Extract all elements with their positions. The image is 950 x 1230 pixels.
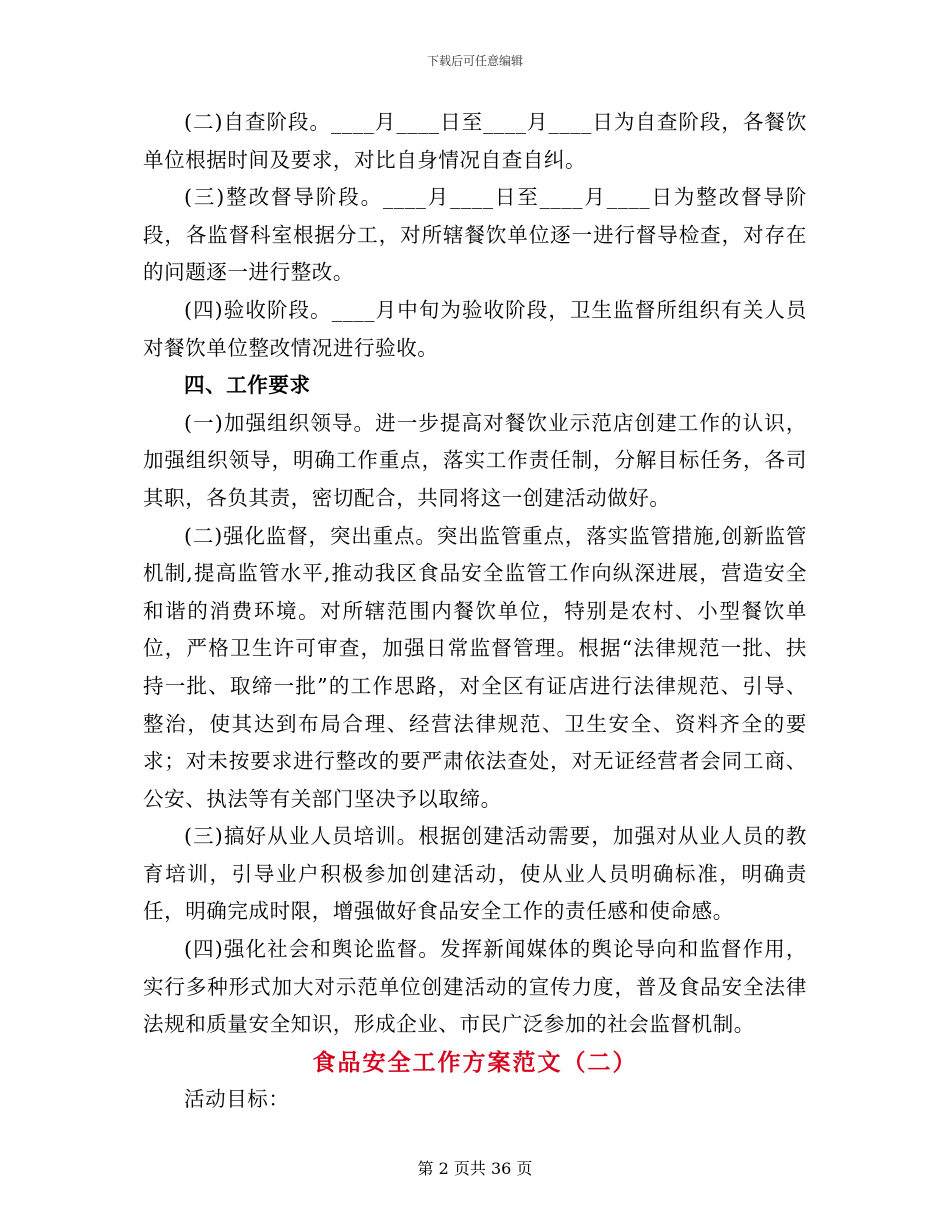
paragraph-rectification: (三)整改督导阶段。____月____日至____月____日为整改督导阶段，各监督科室根据分工，对所辖餐饮单位逐一进行督导检查，对存在的问题逐一进行整改。 [143, 185, 807, 285]
document-title: 食品安全工作方案范文（二） [312, 1048, 638, 1076]
page-header: 下载后可任意编辑 [426, 54, 523, 68]
paragraph-self-check: (二)自查阶段。____月____日至____月____日为自查阶段，各餐饮单位根据时间及要求，对比自身情况自查自纠。 [143, 110, 807, 172]
page-footer: 第 2 页共 36 页 [417, 1159, 533, 1178]
paragraph-organization: (一)加强组织领导。进一步提高对餐饮业示范店创建工作的认识，加强组织领导，明确工作重点，落实工作责任制，分解目标任务，各司其职，各负其责，密切配合，共同将这一创建活动做好。 [143, 410, 807, 510]
paragraph-acceptance: (四)验收阶段。____月中旬为验收阶段，卫生监督所组织有关人员对餐饮单位整改情况进行验收。 [143, 297, 807, 360]
paragraph-supervision: (二)强化监督，突出重点。突出监管重点，落实监管措施,创新监管机制,提高监管水平,推动我区食品安全监管工作向纵深进展，营造安全和谐的消费环境。对所辖范围内餐饮单位，特别是农村、小型餐饮单位，严格卫生许可审查，加强日常监督管理。根据“法律规范一批、扶持一批、取缔一批”的工作思路，对全区有证店进行法律规范、引导、整治，使其达到布局合理、经营法律规范、卫生安全、资料齐全的要求；对未按要求进行整改的要严肃依法查处，对无证经营者会同工商、公安、执法等有关部门坚决予以取缔。 [143, 523, 807, 811]
document-body [143, 104, 807, 1119]
paragraph-activity-goal: 活动目标： [184, 1087, 290, 1112]
paragraph-public-supervision: (四)强化社会和舆论监督。发挥新闻媒体的舆论导向和监督作用，实行多种形式加大对示范单位创建活动的宣传力度，普及食品安全法律法规和质量安全知识，形成企业、市民广泛参加的社会监督机制。 [143, 937, 807, 1037]
section-heading-work-requirements: 四、工作要求 [184, 373, 311, 398]
paragraph-training: (三)搞好从业人员培训。根据创建活动需要，加强对从业人员的教育培训，引导业户积极参加创建活动，使从业人员明确标准，明确责任，明确完成时限，增强做好食品安全工作的责任感和使命感。 [143, 824, 807, 924]
